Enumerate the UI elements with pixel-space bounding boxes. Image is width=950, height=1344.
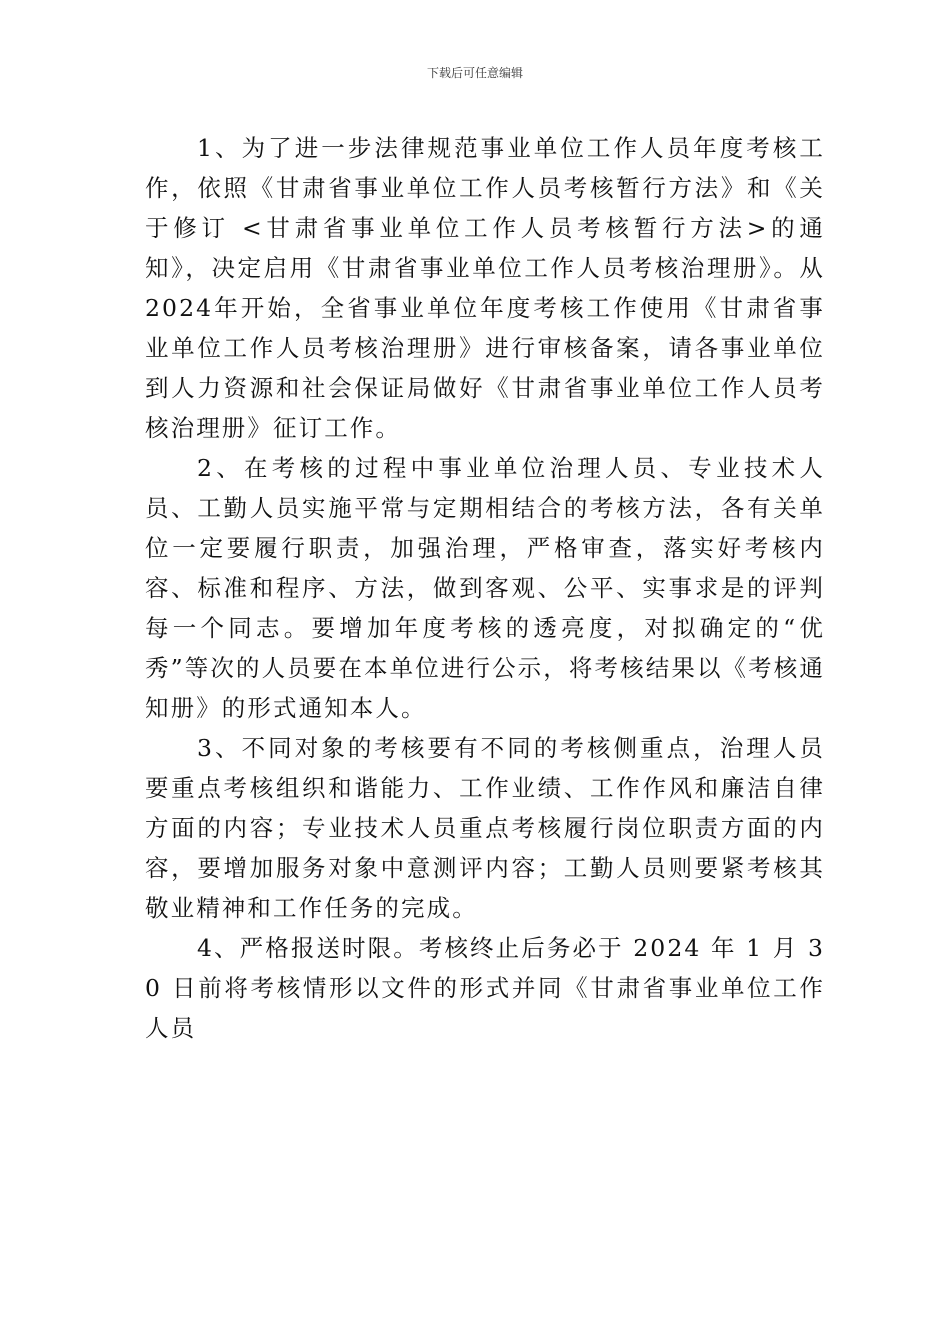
document-body: [145, 128, 825, 1048]
paragraph-3: 3、不同对象的考核要有不同的考核侧重点，治理人员要重点考核组织和谐能力、工作业绩、工作作风和廉洁自律方面的内容；专业技术人员重点考核履行岗位职责方面的内容，要增加服务对象中意测评内容；工勤人员则要紧考核其敬业精神和工作任务的完成。: [145, 734, 825, 922]
paragraph-4: 4、严格报送时限。考核终止后务必于 2024 年 1 月 30 日前将考核情形以文件的形式并同《甘肃省事业单位工作人员: [145, 934, 826, 1042]
paragraph-2: 2、在考核的过程中事业单位治理人员、专业技术人员、工勤人员实施平常与定期相结合的考核方法，各有关单位一定要履行职责，加强治理，严格审查，落实好考核内容、标准和程序、方法，做到客观、公平、实事求是的评判每一个同志。要增加年度考核的透亮度，对拟确定的“优秀”等次的人员要在本单位进行公示，将考核结果以《考核通知册》的形式通知本人。: [145, 454, 825, 722]
paragraph-1: 1、为了进一步法律规范事业单位工作人员年度考核工作，依照《甘肃省事业单位工作人员考核暂行方法》和《关于修订 <甘肃省事业单位工作人员考核暂行方法>的通知》，决定启用《甘肃省事业单位工作人员考核治理册》。从 2024年开始，全省事业单位年度考核工作使用《甘肃省事业单位工作人员考核治理册》进行审核备案，请各事业单位到人力资源和社会保证局做好《甘肃省事业单位工作人员考核治理册》征订工作。: [145, 134, 825, 442]
page-header: 下载后可任意编辑: [426, 66, 523, 80]
